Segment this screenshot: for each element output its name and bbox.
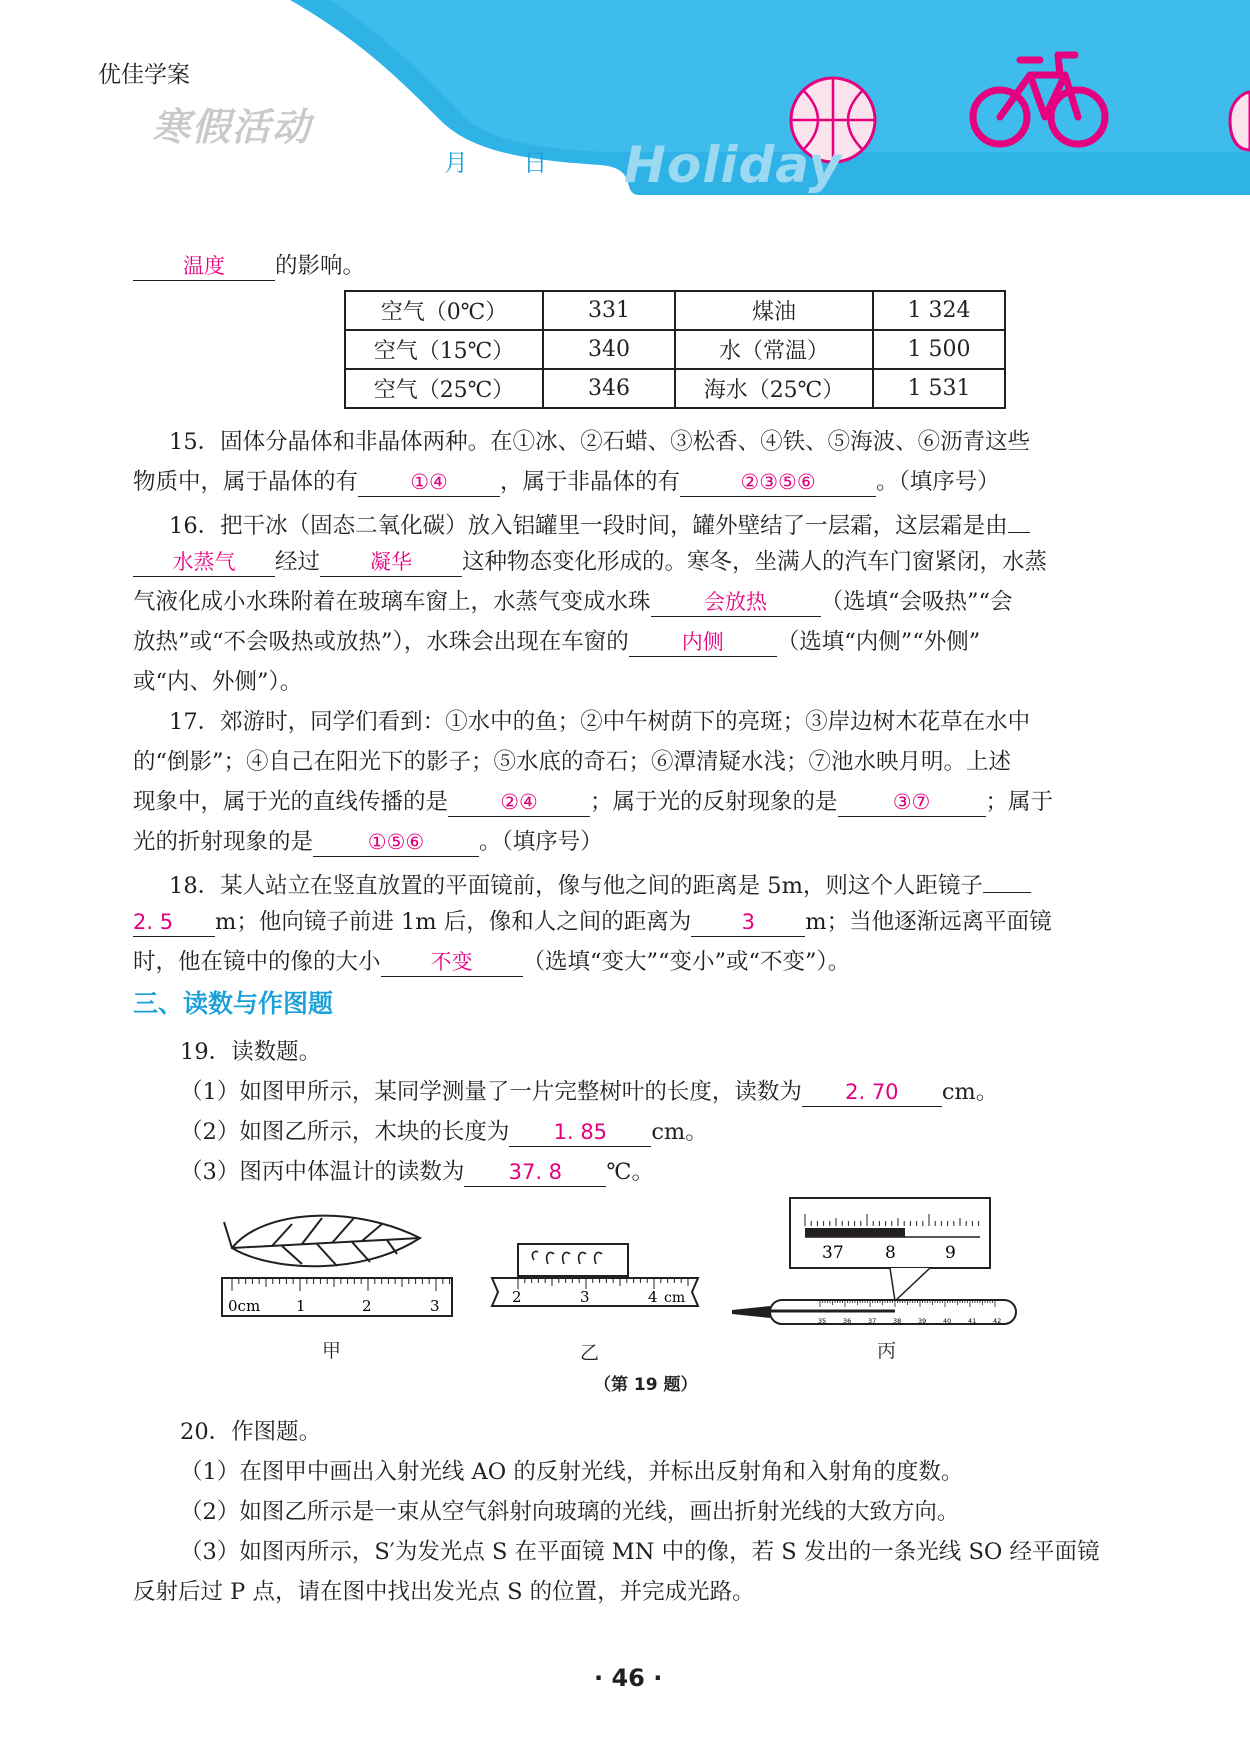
thermo-scale-label: 37: [868, 1317, 877, 1325]
ruler-label: 1: [296, 1297, 306, 1315]
q16-text-a: 经过: [275, 549, 321, 575]
q16-line-3: [133, 584, 1013, 617]
q14-tail: 的影响。: [275, 253, 366, 279]
q18-line-3: [133, 944, 850, 977]
table-cell: 331: [543, 291, 675, 330]
q17-answer-3: ①⑤⑥: [313, 828, 479, 857]
q17-text-e: 。（填序号）: [479, 829, 603, 855]
q20-title: 20．作图题。: [180, 1419, 322, 1445]
thermo-scale-label: 35: [818, 1317, 827, 1325]
table-cell: 海水（25℃）: [675, 369, 873, 408]
q16-answer-3: 会放热: [651, 588, 821, 617]
figure-label-jia: 甲: [322, 1340, 342, 1362]
q17-line-3: [133, 784, 1053, 817]
date-day: 日: [523, 149, 548, 177]
mercury-column: [805, 1228, 905, 1237]
page-header: [0, 0, 1250, 200]
q16-text-d: （选填“会吸热”“会: [820, 589, 1013, 615]
ruler-label: 3: [430, 1297, 440, 1315]
ruler-label: 3: [580, 1288, 590, 1306]
q16-text-b: 这种物态变化形成的。寒冬，坐满人的汽车门窗紧闭，水蒸: [462, 549, 1048, 575]
table-cell: 空气（0℃）: [345, 291, 543, 330]
q16-text-e: 放热”或“不会吸热或放热”），水珠会出现在车窗的: [133, 629, 629, 655]
thermo-scale-label: 39: [918, 1317, 927, 1325]
q17-line-1: 17．郊游时，同学们看到：①水中的鱼；②中午树荫下的亮斑；③岸边树木花草在水中: [169, 709, 1031, 735]
q15-text-a: 物质中，属于晶体的有: [133, 469, 359, 495]
q17-text-d: 光的折射现象的是: [133, 829, 314, 855]
q17-answer-1: ②④: [448, 788, 590, 817]
q20-part-3: （3）如图丙所示，S′为发光点 S 在平面镜 MN 中的像，若 S 发出的一条光线 SO 经平面镜: [180, 1539, 1100, 1565]
q16-answer-1: 水蒸气: [133, 548, 275, 577]
q15-line-2: [133, 464, 1000, 497]
q17-text-a: 现象中，属于光的直线传播的是: [133, 789, 449, 815]
figure-label-bing: 丙: [877, 1340, 897, 1362]
q16-line-1: [169, 504, 1030, 540]
q18-answer-2: 3: [691, 908, 805, 937]
q17-text-b: ；属于光的反射现象的是: [590, 789, 838, 815]
q16-line-5: 或“内、外侧”）。: [133, 669, 303, 695]
q19-p3-unit: ℃。: [606, 1159, 654, 1185]
q16-text-f: （选填“内侧”“外侧”: [776, 629, 981, 655]
date-month: 月: [444, 149, 468, 177]
ruler-label: 2: [512, 1288, 522, 1306]
q20-part-2: （2）如图乙所示是一束从空气斜射向玻璃的光线，画出折射光线的大致方向。: [180, 1499, 960, 1525]
page-number: · 46 ·: [594, 1664, 663, 1692]
q19-p1-unit: cm。: [941, 1079, 999, 1105]
q18-blank-lead: [983, 864, 1031, 893]
q17-line-4: [133, 824, 603, 857]
q17-text-c: ；属于: [985, 789, 1054, 815]
figure-caption: （第 19 题）: [594, 1375, 698, 1395]
table-cell: 1 324: [873, 291, 1005, 330]
q18-line-1: [169, 864, 1031, 900]
q16-text: 16．把干冰（固态二氧化碳）放入铝罐里一段时间，罐外壁结了一层霜，这层霜是由: [169, 513, 1008, 539]
q19-answer-2: 1. 85: [509, 1118, 651, 1147]
figure-thermometer: [730, 1196, 1030, 1331]
q20-part-1: （1）在图甲中画出入射光线 AO 的反射光线，并标出反射角和入射角的度数。: [180, 1459, 964, 1485]
q18-line-2: [133, 904, 1052, 937]
zoom-label: 37: [822, 1243, 844, 1263]
q16-blank-lead: [1008, 504, 1030, 533]
table-cell: 340: [543, 330, 675, 369]
thermo-scale-label: 36: [843, 1317, 852, 1325]
q15-line-1: 15．固体分晶体和非晶体两种。在①冰、②石蜡、③松香、④铁、⑤海波、⑥沥青这些: [169, 429, 1031, 455]
table-cell: 1 531: [873, 369, 1005, 408]
q16-answer-2: 凝华: [320, 548, 462, 577]
q17-line-2: 的“倒影”；④自己在阳光下的影子；⑤水底的奇石；⑥潭清疑水浅；⑦池水映月明。上述: [133, 749, 1012, 775]
figure-block-ruler: [482, 1240, 702, 1335]
q20-part-3-cont: 反射后过 P 点，请在图中找出发光点 S 的位置，并完成光路。: [133, 1579, 755, 1605]
series-title: 寒假活动: [152, 105, 313, 149]
table-row: [345, 369, 1005, 408]
q19-p3-text: （3）图丙中体温计的读数为: [180, 1159, 465, 1185]
q15-text-b: ，属于非晶体的有: [500, 469, 681, 495]
q18-text-d: （选填“变大”“变小”或“不变”）。: [522, 949, 851, 975]
ruler-label: 4: [648, 1288, 658, 1306]
table-cell: 水（常温）: [675, 330, 873, 369]
table-row: [345, 291, 1005, 330]
q15-answer-1: ①④: [358, 468, 500, 497]
q18-text-b: m；当他逐渐远离平面镜: [805, 909, 1052, 935]
q18-text-a: m；他向镜子前进 1m 后，像和人之间的距离为: [215, 909, 692, 935]
brand-name: 优佳学案: [98, 62, 190, 88]
thermometer-bulb: [732, 1306, 770, 1318]
figure-label-yi: 乙: [580, 1342, 600, 1364]
q19-part-1: [180, 1074, 998, 1107]
table-cell: 空气（25℃）: [345, 369, 543, 408]
q16-answer-4: 内侧: [629, 628, 777, 657]
table-row: [345, 330, 1005, 369]
q14-answer: 温度: [133, 252, 275, 281]
q19-p2-text: （2）如图乙所示，木块的长度为: [180, 1119, 510, 1145]
q18-answer-1: 2. 5: [133, 908, 215, 937]
table-cell: 1 500: [873, 330, 1005, 369]
q19-p2-unit: cm。: [651, 1119, 708, 1145]
wood-block: [518, 1244, 628, 1276]
ruler-label: 0cm: [228, 1297, 261, 1315]
thermo-scale-label: 41: [968, 1317, 977, 1325]
thermo-scale-label: 42: [993, 1317, 1002, 1325]
q16-text-c: 气液化成小水珠附着在玻璃车窗上，水蒸气变成水珠: [133, 589, 651, 615]
zoom-label: 9: [945, 1243, 956, 1263]
q15-answer-2: ②③⑤⑥: [680, 468, 876, 497]
thermo-scale-label: 40: [943, 1317, 952, 1325]
q14-line: [133, 248, 365, 281]
q19-answer-1: 2. 70: [802, 1078, 942, 1107]
q18-text: 18．某人站立在竖直放置的平面镜前，像与他之间的距离是 5m，则这个人距镜子: [169, 873, 983, 899]
q18-answer-3: 不变: [381, 948, 523, 977]
ruler-label: cm: [664, 1290, 686, 1306]
sound-speed-table: [344, 290, 1006, 409]
q17-answer-2: ③⑦: [838, 788, 986, 817]
thermo-scale-label: 38: [893, 1317, 902, 1325]
q16-line-4: [133, 624, 980, 657]
holiday-wordmark: Holiday: [624, 136, 843, 194]
leaf-icon: [224, 1216, 420, 1267]
table-cell: 空气（15℃）: [345, 330, 543, 369]
q19-title: 19．读数题。: [180, 1039, 322, 1065]
table-cell: 煤油: [675, 291, 873, 330]
q19-p1-text: （1）如图甲所示，某同学测量了一片完整树叶的长度，读数为: [180, 1079, 802, 1105]
q15-text-c: 。（填序号）: [876, 469, 1000, 495]
date-field: [444, 143, 547, 178]
q16-line-2: [133, 544, 1047, 577]
table-cell: 346: [543, 369, 675, 408]
q19-part-2: [180, 1114, 708, 1147]
figure-leaf-ruler: [222, 1210, 462, 1330]
q19-part-3: [180, 1154, 654, 1187]
zoom-label: 8: [885, 1243, 896, 1263]
q19-answer-3: 37. 8: [464, 1158, 606, 1187]
q18-text-c: 时，他在镜中的像的大小: [133, 949, 381, 975]
section-heading: 三、读数与作图题: [133, 989, 334, 1018]
ruler-label: 2: [362, 1297, 372, 1315]
